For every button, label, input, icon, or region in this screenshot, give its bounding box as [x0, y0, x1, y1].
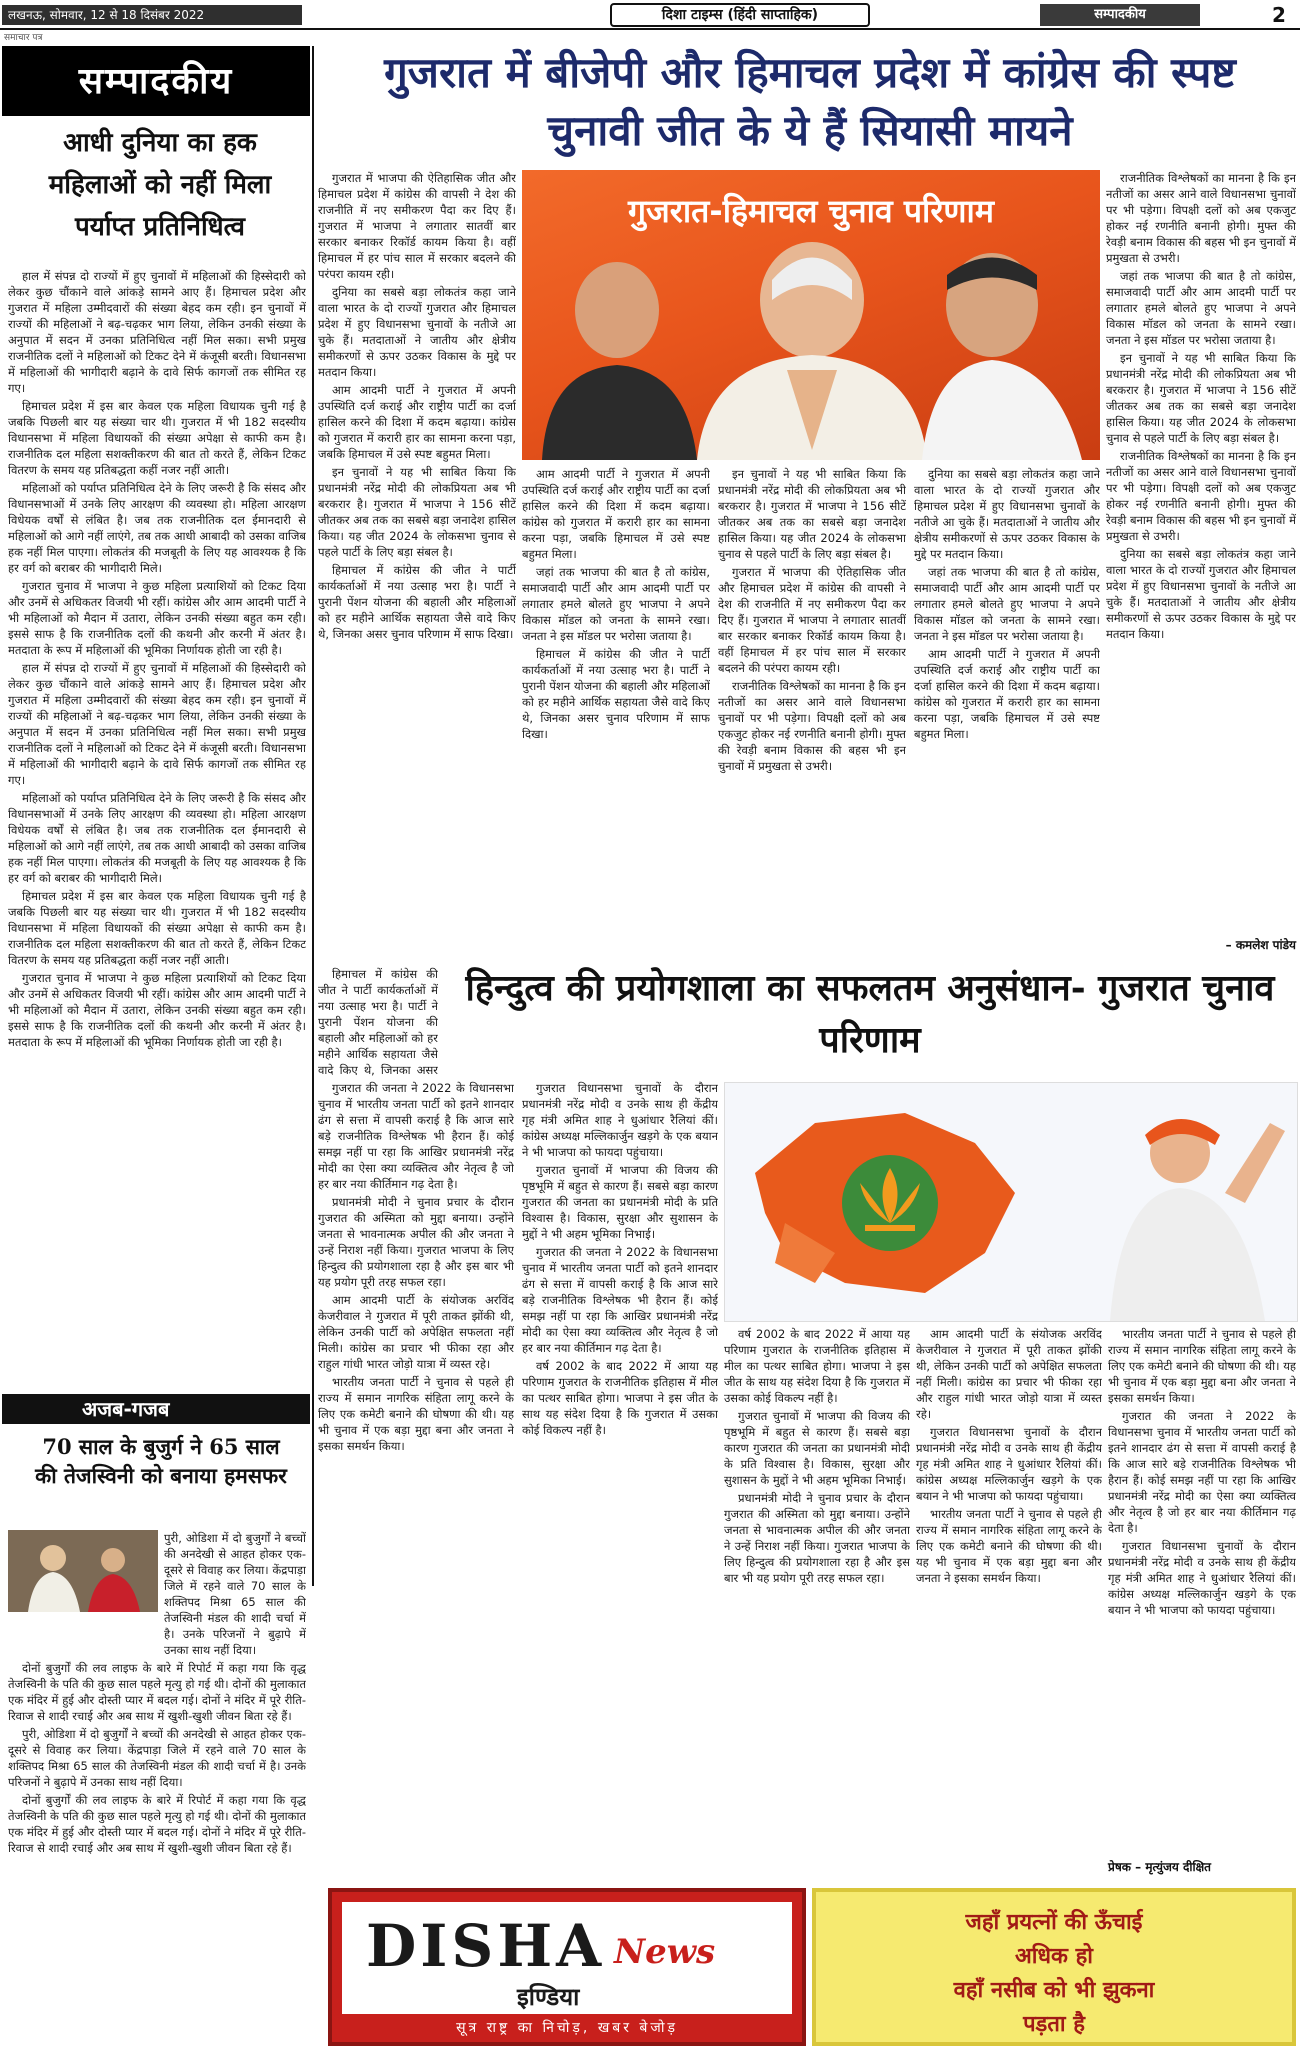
lead-paragraph: दुनिया का सबसे बड़ा लोकतंत्र कहा जाने वाला भारत के दो राज्यों गुजरात और हिमाचल प्रदेश में हुए विधानसभा चुनावों के नतीजे आ चुके हैं। मतदाताओं ने जातीय और क्षेत्रीय समीकरणों से ऊपर उठकर विकास के मुद्दे पर मतदान किया।	[318, 285, 516, 379]
lead-author: – कमलेश पांडेय	[1225, 938, 1296, 952]
article2-col5	[1108, 1326, 1296, 1856]
quote-line4: पड़ता है	[1023, 2012, 1085, 2037]
lead-col1	[318, 170, 516, 960]
article2-paragraph: प्रधानमंत्री मोदी ने चुनाव प्रचार के दौरान गुजरात की अस्मिता को मुद्दा बनाया। उन्होंने जनता से भावनात्मक अपील की और जनता ने उन्हें निराश नहीं किया। गुजरात भाजपा के लिए हिन्दुत्व की प्रयोगशाला रहा है और इस बार भी यह प्रयोग पूरी तरह सफल रहा।	[318, 1195, 514, 1289]
lead-col5	[318, 966, 438, 1076]
article2-paragraph: गुजरात की जनता ने 2022 के विधानसभा चुनाव में भारतीय जनता पार्टी को इतने शानदार ढंग से सत्ता में वापसी कराई है कि आज सारे बड़े राजनीतिक विश्लेषक भी हैरान हैं। कोई समझ नहीं पा रहा कि आखिर प्रधानमंत्री नरेंद्र मोदी का ऐसा क्या व्यक्तित्व और नेतृत्व है जो हर बार नया कीर्तिमान गढ़ देता है।	[1108, 1409, 1296, 1535]
article2-paragraph: गुजरात चुनावों में भाजपा की विजय की पृष्ठभूमि में बहुत से कारण हैं। सबसे बड़ा कारण गुजरात की जनता का प्रधानमंत्री मोदी के प्रति विश्वास है। विकास, सुरक्षा और सुशासन के मुद्दों ने भी अहम भूमिका निभाई।	[724, 1409, 910, 1487]
lead-col4	[914, 466, 1100, 960]
article2-paragraph: गुजरात की जनता ने 2022 के विधानसभा चुनाव में भारतीय जनता पार्टी को इतने शानदार ढंग से सत्ता में वापसी कराई है कि आज सारे बड़े राजनीतिक विश्लेषक भी हैरान हैं। कोई समझ नहीं पा रहा कि आखिर प्रधानमंत्री नरेंद्र मोदी का ऐसा क्या व्यक्तित्व और नेतृत्व है जो हर बार नया कीर्तिमान गढ़ देता है।	[522, 1245, 718, 1355]
article2-paragraph: भारतीय जनता पार्टी ने चुनाव से पहले ही राज्य में समान नागरिक संहिता लागू करने के लिए एक कमेटी बनाने की घोषणा की थी। यह भी चुनाव में एक बड़ा मुद्दा बना और जनता ने इसका समर्थन किया।	[1108, 1327, 1296, 1405]
ajab-paragraph: पुरी, ओडिशा में दो बुजुर्गों ने बच्चों की अनदेखी से आहत होकर एक-दूसरे से विवाह कर लिया। केंद्रपाड़ा जिले में रहने वाले 70 साल के शक्तिपद मिश्रा 65 साल की तेजस्विनी मंडल की शादी चर्चा में है। उनके परिजनों ने बुढ़ापे में उनका साथ नहीं दिया।	[8, 1727, 306, 1789]
lead-col2	[522, 466, 710, 960]
lead-col-right	[1106, 170, 1296, 960]
article2-title: हिन्दुत्व की प्रयोगशाला का सफलतम अनुसंधान- गुजरात चुनाव परिणाम	[465, 967, 1275, 1061]
lead-paragraph: आम आदमी पार्टी ने गुजरात में अपनी उपस्थिति दर्ज कराई और राष्ट्रीय पार्टी का दर्जा हासिल करने की दिशा में कदम बढ़ाया। कांग्रेस को गुजरात में करारी हार का सामना करना पड़ा, जबकि हिमाचल में उसे स्पष्ट बहुमत मिला।	[318, 383, 516, 461]
lead-paragraph: जहां तक भाजपा की बात है तो कांग्रेस, समाजवादी पार्टी और आम आदमी पार्टी पर लगातार हमले बोलते हुए भाजपा ने अपने विकास मॉडल को जनता के सामने रखा। जनता ने इस मॉडल पर भरोसा जताया है।	[522, 565, 710, 643]
ajab-paragraph: पुरी, ओडिशा में दो बुजुर्गों ने बच्चों की अनदेखी से आहत होकर एक-दूसरे से विवाह कर लिया। केंद्रपाड़ा जिले में रहने वाले 70 साल के शक्तिपद मिश्रा 65 साल की तेजस्विनी मंडल की शादी चर्चा में है। उनके परिजनों ने बुढ़ापे में उनका साथ नहीं दिया।	[164, 1531, 306, 1657]
article2-paragraph: आम आदमी पार्टी के संयोजक अरविंद केजरीवाल ने गुजरात में पूरी ताकत झोंकी थी, लेकिन उनकी पार्टी को अपेक्षित सफलता नहीं मिली। कांग्रेस का प्रचार भी फीका रहा और राहुल गांधी भारत जोड़ो यात्रा में व्यस्त रहे।	[916, 1327, 1102, 1421]
article2-col4	[916, 1326, 1102, 1870]
article2-author: प्रेषक – मृत्युंजय दीक्षित	[1108, 1860, 1212, 1874]
article2-paragraph: गुजरात विधानसभा चुनावों के दौरान प्रधानमंत्री नरेंद्र मोदी व उनके साथ ही केंद्रीय गृह मंत्री अमित शाह ने धुआंधार रैलियां कीं। कांग्रेस अध्यक्ष मल्लिकार्जुन खड़गे के एक बयान ने भी भाजपा को फायदा पहुंचाया।	[522, 1081, 718, 1159]
article1-paragraph: महिलाओं को पर्याप्त प्रतिनिधित्व देने के लिए जरूरी है कि संसद और विधानसभाओं में उनके लिए आरक्षण की व्यवस्था हो। महिला आरक्षण विधेयक वर्षों से लंबित है। जब तक राजनीतिक दल ईमानदारी से महिलाओं को आगे नहीं लाएंगे, तब तक आधी आबादी को उसका वाजिब हक नहीं मिल पाएगा। लोकतंत्र की मजबूती के लिए यह आवश्यक है कि हर वर्ग को बराबर की भागीदारी मिले।	[8, 791, 306, 885]
lead-paragraph: जहां तक भाजपा की बात है तो कांग्रेस, समाजवादी पार्टी और आम आदमी पार्टी पर लगातार हमले बोलते हुए भाजपा ने अपने विकास मॉडल को जनता के सामने रखा। जनता ने इस मॉडल पर भरोसा जताया है।	[914, 565, 1100, 643]
article1-body	[8, 268, 306, 1388]
article2-paragraph: वर्ष 2002 के बाद 2022 में आया यह परिणाम गुजरात के राजनीतिक इतिहास में मील का पत्थर साबित होगा। भाजपा ने इस जीत के साथ यह संदेश दिया है कि गुजरात में उसका कोई विकल्प नहीं है।	[724, 1327, 910, 1405]
article2-paragraph: भारतीय जनता पार्टी ने चुनाव से पहले ही राज्य में समान नागरिक संहिता लागू करने के लिए एक कमेटी बनाने की घोषणा की थी। यह भी चुनाव में एक बड़ा मुद्दा बना और जनता ने इसका समर्थन किया।	[916, 1507, 1102, 1585]
lead-paragraph: इन चुनावों ने यह भी साबित किया कि प्रधानमंत्री नरेंद्र मोदी की लोकप्रियता अब भी बरकरार है। गुजरात में भाजपा ने 156 सीटें जीतकर अब तक का सबसे बड़ा जनादेश हासिल किया। यह जीत 2024 के लोकसभा चुनाव से पहले पार्टी के लिए बड़ा संबल है।	[718, 467, 906, 561]
leaders-illustration	[522, 240, 1100, 460]
article2-paragraph: गुजरात चुनावों में भाजपा की विजय की पृष्ठभूमि में बहुत से कारण हैं। सबसे बड़ा कारण गुजरात की जनता का प्रधानमंत्री मोदी के प्रति विश्वास है। विकास, सुरक्षा और सुशासन के मुद्दों ने भी अहम भूमिका निभाई।	[522, 1163, 718, 1241]
lead-paragraph: राजनीतिक विश्लेषकों का मानना है कि इन नतीजों का असर आने वाले विधानसभा चुनावों पर भी पड़ेगा। विपक्षी दलों को अब एकजुट होकर नई रणनीति बनानी होगी। मुफ्त की रेवड़ी बनाम विकास की बहस भी इन चुनावों में प्रमुखता से उभरी।	[718, 679, 906, 773]
editorial-label: सम्पादकीय	[2, 46, 310, 116]
lead-paragraph: गुजरात में भाजपा की ऐतिहासिक जीत और हिमाचल प्रदेश में कांग्रेस की वापसी ने देश की राजनीति में नए समीकरण पैदा कर दिए हैं। गुजरात में भाजपा ने लगातार सातवीं बार सरकार बनाकर रिकॉर्ड कायम किया है। वहीं हिमाचल में हर पांच साल में सरकार बदलने की परंपरा कायम रही।	[318, 171, 516, 281]
ajab-paragraph: दोनों बुजुर्गों की लव लाइफ के बारे में रिपोर्ट में कहा गया कि वृद्ध तेजस्विनी के पति की कुछ साल पहले मृत्यु हो गई थी। दोनों की मुलाकात एक मंदिर में हुई और दोस्ती प्यार में बदल गई। दोनों ने मंदिर में पूरे रीति-रिवाज से शादी रचाई और अब साथ में खुशी-खुशी जीवन बिता रहे हैं।	[8, 1661, 306, 1723]
article2-paragraph: गुजरात की जनता ने 2022 के विधानसभा चुनाव में भारतीय जनता पार्टी को इतने शानदार ढंग से सत्ता में वापसी कराई है कि आज सारे बड़े राजनीतिक विश्लेषक भी हैरान हैं। कोई समझ नहीं पा रहा कि आखिर प्रधानमंत्री नरेंद्र मोदी का ऐसा क्या व्यक्तित्व और नेतृत्व है जो हर बार नया कीर्तिमान गढ़ देता है।	[318, 1081, 514, 1191]
lead-paragraph: हिमाचल में कांग्रेस की जीत ने पार्टी कार्यकर्ताओं में नया उत्साह भरा है। पार्टी ने पुरानी पेंशन योजना की बहाली और महिलाओं को हर महीने आर्थिक सहायता जैसे वादे किए थे, जिनका असर चुनाव परिणाम में साफ दिखा।	[522, 647, 710, 741]
lead-paragraph: आम आदमी पार्टी ने गुजरात में अपनी उपस्थिति दर्ज कराई और राष्ट्रीय पार्टी का दर्जा हासिल करने की दिशा में कदम बढ़ाया। कांग्रेस को गुजरात में करारी हार का सामना करना पड़ा, जबकि हिमाचल में उसे स्पष्ट बहुमत मिला।	[914, 647, 1100, 741]
article2-paragraph: भारतीय जनता पार्टी ने चुनाव से पहले ही राज्य में समान नागरिक संहिता लागू करने के लिए एक कमेटी बनाने की घोषणा की थी। यह भी चुनाव में एक बड़ा मुद्दा बना और जनता ने इसका समर्थन किया।	[318, 1375, 514, 1453]
quote-line2: अधिक हो	[1015, 1944, 1093, 1969]
article2-paragraph: वर्ष 2002 के बाद 2022 में आया यह परिणाम गुजरात के राजनीतिक इतिहास में मील का पत्थर साबित होगा। भाजपा ने इस जीत के साथ यह संदेश दिया है कि गुजरात में उसका कोई विकल्प नहीं है।	[522, 1359, 718, 1437]
article1-paragraph: हाल में संपन्न दो राज्यों में हुए चुनावों में महिलाओं की हिस्सेदारी को लेकर कुछ चौंकाने वाले आंकड़े सामने आए हैं। हिमाचल प्रदेश और गुजरात में महिला उम्मीदवारों की संख्या बेहद कम रही। इन चुनावों में राज्यों की महिलाओं ने बढ़-चढ़कर भाग लिया, लेकिन उनकी संख्या के अनुपात में सदन में उनका प्रतिनिधित्व नहीं मिल सका। सभी प्रमुख राजनीतिक दलों ने महिलाओं को टिकट देने में कंजूसी बरती। विधानसभा में महिलाओं की भागीदारी बढ़ाने के दावे सिर्फ कागजों तक सीमित रह गए।	[8, 661, 306, 787]
article2-col2	[522, 1080, 718, 1870]
lead-banner-title: गुजरात-हिमाचल चुनाव परिणाम	[628, 192, 994, 230]
article1-title: आधी दुनिया का हक महिलाओं को नहीं मिला पर्याप्त प्रतिनिधित्व	[48, 128, 272, 242]
ajab-title: 70 साल के बुजुर्ग ने 65 साल की तेजस्विनी को बनाया हमसफर	[35, 1434, 287, 1488]
lead-paragraph: राजनीतिक विश्लेषकों का मानना है कि इन नतीजों का असर आने वाले विधानसभा चुनावों पर भी पड़ेगा। विपक्षी दलों को अब एकजुट होकर नई रणनीति बनानी होगी। मुफ्त की रेवड़ी बनाम विकास की बहस भी इन चुनावों में प्रमुखता से उभरी।	[1106, 449, 1296, 543]
article2-paragraph: गुजरात विधानसभा चुनावों के दौरान प्रधानमंत्री नरेंद्र मोदी व उनके साथ ही केंद्रीय गृह मंत्री अमित शाह ने धुआंधार रैलियां कीं। कांग्रेस अध्यक्ष मल्लिकार्जुन खड़गे के एक बयान ने भी भाजपा को फायदा पहुंचाया।	[1108, 1539, 1296, 1617]
article1-paragraph: हिमाचल प्रदेश में इस बार केवल एक महिला विधायक चुनी गई है जबकि पिछली बार यह संख्या चार थी। गुजरात में भी 182 सदस्यीय विधानसभा में महिला विधायकों की संख्या अपेक्षा से काफी कम है। राजनीतिक दल महिला सशक्तीकरण की बात तो करते हैं, लेकिन टिकट वितरण के समय यह प्रतिबद्धता कहीं नजर नहीं आती।	[8, 889, 306, 967]
lead-paragraph: दुनिया का सबसे बड़ा लोकतंत्र कहा जाने वाला भारत के दो राज्यों गुजरात और हिमाचल प्रदेश में हुए विधानसभा चुनावों के नतीजे आ चुके हैं। मतदाताओं ने जातीय और क्षेत्रीय समीकरणों से ऊपर उठकर विकास के मुद्दे पर मतदान किया।	[914, 467, 1100, 561]
lead-paragraph: इन चुनावों ने यह भी साबित किया कि प्रधानमंत्री नरेंद्र मोदी की लोकप्रियता अब भी बरकरार है। गुजरात में भाजपा ने 156 सीटें जीतकर अब तक का सबसे बड़ा जनादेश हासिल किया। यह जीत 2024 के लोकसभा चुनाव से पहले पार्टी के लिए बड़ा संबल है।	[1106, 351, 1296, 445]
article1-paragraph: हाल में संपन्न दो राज्यों में हुए चुनावों में महिलाओं की हिस्सेदारी को लेकर कुछ चौंकाने वाले आंकड़े सामने आए हैं। हिमाचल प्रदेश और गुजरात में महिला उम्मीदवारों की संख्या बेहद कम रही। इन चुनावों में राज्यों की महिलाओं ने बढ़-चढ़कर भाग लिया, लेकिन उनकी संख्या के अनुपात में सदन में उनका प्रतिनिधित्व नहीं मिल सका। सभी प्रमुख राजनीतिक दलों ने महिलाओं को टिकट देने में कंजूसी बरती। विधानसभा में महिलाओं की भागीदारी बढ़ाने के दावे सिर्फ कागजों तक सीमित रह गए।	[8, 269, 306, 395]
lead-paragraph: इन चुनावों ने यह भी साबित किया कि प्रधानमंत्री नरेंद्र मोदी की लोकप्रियता अब भी बरकरार है। गुजरात में भाजपा ने 156 सीटें जीतकर अब तक का सबसे बड़ा जनादेश हासिल किया। यह जीत 2024 के लोकसभा चुनाव से पहले पार्टी के लिए बड़ा संबल है।	[318, 465, 516, 559]
quote-ad	[812, 1888, 1296, 2046]
column-divider	[312, 46, 314, 1586]
ajab-body	[8, 1530, 306, 2040]
top-bar	[0, 0, 1300, 30]
lead-title: गुजरात में बीजेपी और हिमाचल प्रदेश में कांग्रेस की स्पष्ट चुनावी जीत के ये हैं सियासी मायने	[384, 48, 1236, 155]
paper-name: दिशा टाइम्स (हिंदी साप्ताहिक)	[610, 3, 870, 27]
article1-paragraph: हिमाचल प्रदेश में इस बार केवल एक महिला विधायक चुनी गई है जबकि पिछली बार यह संख्या चार थी। गुजरात में भी 182 सदस्यीय विधानसभा में महिला विधायकों की संख्या अपेक्षा से काफी कम है। राजनीतिक दल महिला सशक्तीकरण की बात तो करते हैं, लेकिन टिकट वितरण के समय यह प्रतिबद्धता कहीं नजर नहीं आती।	[8, 399, 306, 477]
lead-paragraph: दुनिया का सबसे बड़ा लोकतंत्र कहा जाने वाला भारत के दो राज्यों गुजरात और हिमाचल प्रदेश में हुए विधानसभा चुनावों के नतीजे आ चुके हैं। मतदाताओं ने जातीय और क्षेत्रीय समीकरणों से ऊपर उठकर विकास के मुद्दे पर मतदान किया।	[1106, 547, 1296, 641]
disha-india-text: इण्डिया	[517, 1983, 580, 2011]
disha-logo-text: DISHA	[366, 1912, 606, 1980]
lead-col3	[718, 466, 906, 960]
lead-paragraph: हिमाचल में कांग्रेस की जीत ने पार्टी कार्यकर्ताओं में नया उत्साह भरा है। पार्टी ने पुरानी पेंशन योजना की बहाली और महिलाओं को हर महीने आर्थिक सहायता जैसे वादे किए थे, जिनका असर चुनाव परिणाम में साफ दिखा।	[318, 563, 516, 641]
article2-photo	[724, 1082, 1298, 1322]
article2-col1	[318, 1080, 514, 1870]
disha-news-ad	[328, 1888, 806, 2046]
lead-paragraph: हिमाचल में कांग्रेस की जीत ने पार्टी कार्यकर्ताओं में नया उत्साह भरा है। पार्टी ने पुरानी पेंशन योजना की बहाली और महिलाओं को हर महीने आर्थिक सहायता जैसे वादे किए थे, जिनका असर	[318, 967, 438, 1076]
bjp-map-illustration	[725, 1083, 1297, 1321]
article2-paragraph: आम आदमी पार्टी के संयोजक अरविंद केजरीवाल ने गुजरात में पूरी ताकत झोंकी थी, लेकिन उनकी पार्टी को अपेक्षित सफलता नहीं मिली। कांग्रेस का प्रचार भी फीका रहा और राहुल गांधी भारत जोड़ो यात्रा में व्यस्त रहे।	[318, 1293, 514, 1371]
quote-line1: जहाँ प्रयत्नों की ऊँचाई	[965, 1910, 1143, 1935]
article1-paragraph: गुजरात चुनाव में भाजपा ने कुछ महिला प्रत्याशियों को टिकट दिया और उनमें से अधिकतर विजयी भी रहीं। कांग्रेस और आम आदमी पार्टी ने भी महिलाओं को मैदान में उतारा, लेकिन उनकी संख्या बहुत कम रही। इससे साफ है कि राजनीतिक दलों की कथनी और करनी में अंतर है। मतदाता के रूप में महिलाओं की भूमिका निर्णायक होती जा रही है।	[8, 971, 306, 1049]
ajab-label	[2, 1394, 310, 1424]
lead-paragraph: राजनीतिक विश्लेषकों का मानना है कि इन नतीजों का असर आने वाले विधानसभा चुनावों पर भी पड़ेगा। विपक्षी दलों को अब एकजुट होकर नई रणनीति बनानी होगी। मुफ्त की रेवड़ी बनाम विकास की बहस भी इन चुनावों में प्रमुखता से उभरी।	[1106, 171, 1296, 265]
article2-col3	[724, 1326, 910, 1870]
section-tab: सम्पादकीय	[1040, 4, 1200, 26]
article2-paragraph: प्रधानमंत्री मोदी ने चुनाव प्रचार के दौरान गुजरात की अस्मिता को मुद्दा बनाया। उन्होंने जनता से भावनात्मक अपील की और जनता ने उन्हें निराश नहीं किया। गुजरात भाजपा के लिए हिन्दुत्व की प्रयोगशाला रहा है और इस बार भी यह प्रयोग पूरी तरह सफल रहा।	[724, 1491, 910, 1585]
lead-paragraph: गुजरात में भाजपा की ऐतिहासिक जीत और हिमाचल प्रदेश में कांग्रेस की वापसी ने देश की राजनीति में नए समीकरण पैदा कर दिए हैं। गुजरात में भाजपा ने लगातार सातवीं बार सरकार बनाकर रिकॉर्ड कायम किया है। वहीं हिमाचल में हर पांच साल में सरकार बदलने की परंपरा कायम रही।	[718, 565, 906, 675]
lead-paragraph: आम आदमी पार्टी ने गुजरात में अपनी उपस्थिति दर्ज कराई और राष्ट्रीय पार्टी का दर्जा हासिल करने की दिशा में कदम बढ़ाया। कांग्रेस को गुजरात में करारी हार का सामना करना पड़ा, जबकि हिमाचल में उसे स्पष्ट बहुमत मिला।	[522, 467, 710, 561]
disha-logo-box	[342, 1902, 792, 2014]
disha-tagline: सूत्र राष्ट्र का निचोड़, खबर बेजोड़	[456, 2020, 678, 2036]
article1-paragraph: महिलाओं को पर्याप्त प्रतिनिधित्व देने के लिए जरूरी है कि संसद और विधानसभाओं में उनके लिए आरक्षण की व्यवस्था हो। महिला आरक्षण विधेयक वर्षों से लंबित है। जब तक राजनीतिक दल ईमानदारी से महिलाओं को आगे नहीं लाएंगे, तब तक आधी आबादी को उसका वाजिब हक नहीं मिल पाएगा। लोकतंत्र की मजबूती के लिए यह आवश्यक है कि हर वर्ग को बराबर की भागीदारी मिले।	[8, 481, 306, 575]
page-number: 2	[1272, 3, 1286, 27]
article1-paragraph: गुजरात चुनाव में भाजपा ने कुछ महिला प्रत्याशियों को टिकट दिया और उनमें से अधिकतर विजयी भी रहीं। कांग्रेस और आम आदमी पार्टी ने भी महिलाओं को मैदान में उतारा, लेकिन उनकी संख्या बहुत कम रही। इससे साफ है कि राजनीतिक दलों की कथनी और करनी में अंतर है। मतदाता के रूप में महिलाओं की भूमिका निर्णायक होती जा रही है।	[8, 579, 306, 657]
date-line: लखनऊ, सोमवार, 12 से 18 दिसंबर 2022	[2, 5, 302, 25]
ajab-label-text: अजब-गजब	[82, 1397, 170, 1421]
quote-line3: वहाँ नसीब को भी झुकना	[953, 1978, 1155, 2003]
lead-paragraph: जहां तक भाजपा की बात है तो कांग्रेस, समाजवादी पार्टी और आम आदमी पार्टी पर लगातार हमले बोलते हुए भाजपा ने अपने विकास मॉडल को जनता के सामने रखा। जनता ने इस मॉडल पर भरोसा जताया है।	[1106, 269, 1296, 347]
disha-news-text: News	[614, 1932, 716, 1972]
article2-paragraph: गुजरात विधानसभा चुनावों के दौरान प्रधानमंत्री नरेंद्र मोदी व उनके साथ ही केंद्रीय गृह मंत्री अमित शाह ने धुआंधार रैलियां कीं। कांग्रेस अध्यक्ष मल्लिकार्जुन खड़गे के एक बयान ने भी भाजपा को फायदा पहुंचाया।	[916, 1425, 1102, 1503]
sub-line: समाचार पत्र	[4, 33, 43, 43]
ajab-paragraph: दोनों बुजुर्गों की लव लाइफ के बारे में रिपोर्ट में कहा गया कि वृद्ध तेजस्विनी के पति की कुछ साल पहले मृत्यु हो गई थी। दोनों की मुलाकात एक मंदिर में हुई और दोस्ती प्यार में बदल गई। दोनों ने मंदिर में पूरे रीति-रिवाज से शादी रचाई और अब साथ में खुशी-खुशी जीवन बिता रहे हैं।	[8, 1793, 306, 1855]
lead-photo	[522, 170, 1100, 460]
